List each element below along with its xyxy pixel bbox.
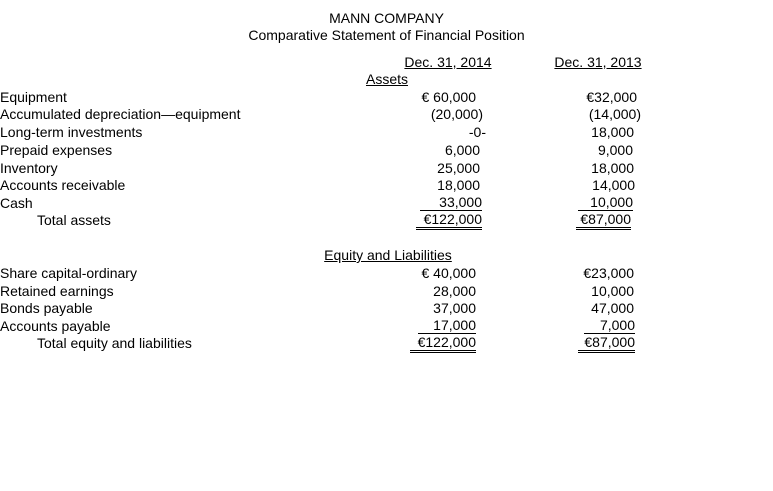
equity-2014-payable: 17,000 (418, 318, 476, 334)
asset-2014-receivable: 18,000 (437, 177, 480, 193)
asset-label-inventory: Inventory (0, 160, 58, 176)
company-name: MANN COMPANY (329, 10, 444, 26)
asset-2013-lt-investments: 18,000 (591, 124, 634, 140)
total-equity-liabilities-label: Total equity and liabilities (37, 335, 192, 351)
asset-label-prepaid: Prepaid expenses (0, 142, 113, 158)
assets-heading: Assets (365, 71, 408, 87)
statement-title: Comparative Statement of Financial Position (248, 27, 525, 43)
asset-2013-prepaid: 9,000 (597, 142, 633, 158)
equity-label-payable: Accounts payable (0, 318, 111, 334)
equity-liabilities-heading: Equity and Liabilities (324, 247, 452, 263)
asset-label-cash: Cash (0, 195, 33, 211)
equity-2014-retained: 28,000 (433, 283, 476, 299)
asset-2014-lt-investments: -0- (468, 124, 486, 140)
asset-2014-equipment: € 60,000 (421, 89, 476, 105)
asset-2013-equipment: €32,000 (586, 89, 637, 105)
asset-label-lt-investments: Long-term investments (0, 124, 143, 140)
equity-label-retained: Retained earnings (0, 283, 114, 299)
asset-2014-prepaid: 6,000 (444, 142, 480, 158)
total-equity-liabilities-2013: €87,000 (578, 335, 635, 353)
equity-2013-bonds: 47,000 (591, 300, 634, 316)
asset-label-accum-depreciation: Accumulated depreciation—equipment (0, 106, 241, 122)
asset-2013-inventory: 18,000 (591, 160, 634, 176)
asset-2014-accum-depreciation: (20,000) (430, 106, 483, 122)
equity-2013-retained: 10,000 (591, 283, 634, 299)
total-assets-label: Total assets (37, 212, 111, 228)
equity-2013-share-capital: €23,000 (583, 265, 634, 281)
column-heading-2013: Dec. 31, 2013 (554, 54, 642, 70)
asset-2014-inventory: 25,000 (437, 160, 480, 176)
total-assets-2013: €87,000 (576, 212, 631, 230)
asset-2013-accum-depreciation: (14,000) (588, 106, 641, 122)
equity-2013-payable: 7,000 (584, 318, 635, 334)
equity-label-bonds: Bonds payable (0, 300, 93, 316)
asset-label-equipment: Equipment (0, 89, 67, 105)
total-assets-2014: €122,000 (416, 212, 482, 230)
equity-2014-share-capital: € 40,000 (421, 265, 476, 281)
total-equity-liabilities-2014: €122,000 (410, 335, 476, 353)
asset-2013-receivable: 14,000 (592, 177, 635, 193)
asset-label-receivable: Accounts receivable (0, 177, 126, 193)
equity-label-share-capital: Share capital-ordinary (0, 265, 137, 281)
equity-2014-bonds: 37,000 (433, 300, 476, 316)
column-heading-2014: Dec. 31, 2014 (404, 54, 492, 70)
asset-2014-cash: 33,000 (420, 195, 482, 211)
asset-2013-cash: 10,000 (578, 195, 633, 211)
